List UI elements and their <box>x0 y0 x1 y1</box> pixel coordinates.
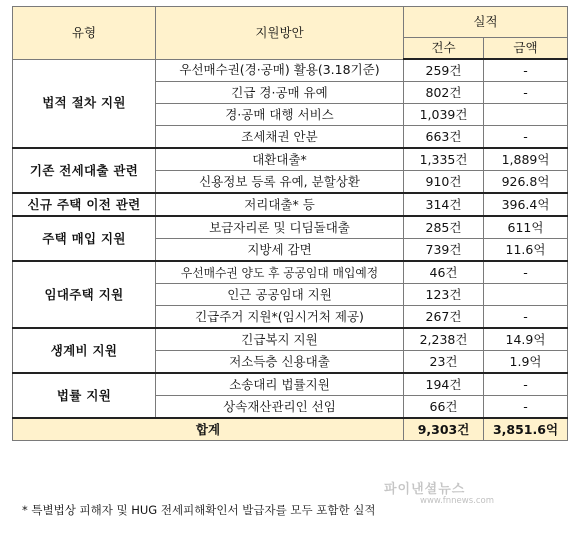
table-row <box>13 328 568 351</box>
table-row <box>13 193 568 216</box>
amount-cell: - <box>484 126 568 149</box>
category-cell: 주택 매입 지원 <box>13 216 156 261</box>
count-cell: 739건 <box>404 239 484 262</box>
plan-cell: 보금자리론 및 디딤돌대출 <box>156 216 404 239</box>
category-cell: 법적 절차 지원 <box>13 59 156 148</box>
amount-cell: 1.9억 <box>484 351 568 374</box>
news-watermark <box>384 478 495 506</box>
count-cell: 194건 <box>404 373 484 396</box>
category-cell: 기존 전세대출 관련 <box>13 148 156 193</box>
header-amount: 금액 <box>484 38 568 60</box>
count-cell: 663건 <box>404 126 484 149</box>
total-row <box>13 418 568 441</box>
amount-cell: 1,889억 <box>484 148 568 171</box>
footnote: * 특별법상 피해자 및 HUG 전세피해확인서 발급자를 모두 포함한 실적 <box>22 503 376 517</box>
table-row <box>13 373 568 396</box>
count-cell: 267건 <box>404 306 484 329</box>
amount-cell <box>484 284 568 306</box>
plan-cell: 저소득층 신용대출 <box>156 351 404 374</box>
plan-cell: 우선매수권(경·공매) 활용(3.18기준) <box>156 59 404 82</box>
category-cell: 생계비 지원 <box>13 328 156 373</box>
table-row <box>13 261 568 284</box>
total-count: 9,303건 <box>404 418 484 441</box>
plan-cell: 저리대출* 등 <box>156 193 404 216</box>
amount-cell: - <box>484 261 568 284</box>
amount-cell: - <box>484 306 568 329</box>
count-cell: 1,039건 <box>404 104 484 126</box>
amount-cell: - <box>484 373 568 396</box>
category-cell: 법률 지원 <box>13 373 156 418</box>
plan-cell: 지방세 감면 <box>156 239 404 262</box>
count-cell: 314건 <box>404 193 484 216</box>
header-category: 유형 <box>13 7 156 60</box>
header-count: 건수 <box>404 38 484 60</box>
support-results-table <box>12 6 568 441</box>
plan-cell: 소송대리 법률지원 <box>156 373 404 396</box>
count-cell: 46건 <box>404 261 484 284</box>
plan-cell: 인근 공공임대 지원 <box>156 284 404 306</box>
plan-cell: 대환대출* <box>156 148 404 171</box>
category-cell: 임대주택 지원 <box>13 261 156 328</box>
count-cell: 123건 <box>404 284 484 306</box>
count-cell: 1,335건 <box>404 148 484 171</box>
amount-cell: - <box>484 82 568 104</box>
amount-cell: - <box>484 59 568 82</box>
header-results: 실적 <box>404 7 568 38</box>
count-cell: 910건 <box>404 171 484 194</box>
category-cell: 신규 주택 이전 관련 <box>13 193 156 216</box>
amount-cell: 396.4억 <box>484 193 568 216</box>
plan-cell: 경·공매 대행 서비스 <box>156 104 404 126</box>
plan-cell: 긴급주거 지원*(임시거처 제공) <box>156 306 404 329</box>
plan-cell: 긴급복지 지원 <box>156 328 404 351</box>
count-cell: 2,238건 <box>404 328 484 351</box>
header-plan: 지원방안 <box>156 7 404 60</box>
count-cell: 259건 <box>404 59 484 82</box>
amount-cell: 926.8억 <box>484 171 568 194</box>
plan-cell: 긴급 경·공매 유예 <box>156 82 404 104</box>
count-cell: 802건 <box>404 82 484 104</box>
total-label: 합계 <box>13 418 404 441</box>
plan-cell: 신용정보 등록 유예, 분할상환 <box>156 171 404 194</box>
plan-cell: 우선매수권 양도 후 공공임대 매입예정 <box>156 261 404 284</box>
plan-cell: 상속재산관리인 선임 <box>156 396 404 419</box>
table-row <box>13 148 568 171</box>
count-cell: 23건 <box>404 351 484 374</box>
total-amount: 3,851.6억 <box>484 418 568 441</box>
table-row <box>13 216 568 239</box>
watermark-text: 파이낸셜뉴스 <box>384 482 466 497</box>
count-cell: 66건 <box>404 396 484 419</box>
plan-cell: 조세채권 안분 <box>156 126 404 149</box>
amount-cell: 11.6억 <box>484 239 568 262</box>
amount-cell <box>484 104 568 126</box>
amount-cell: - <box>484 396 568 419</box>
amount-cell: 14.9억 <box>484 328 568 351</box>
amount-cell: 611억 <box>484 216 568 239</box>
table-row <box>13 59 568 82</box>
count-cell: 285건 <box>404 216 484 239</box>
watermark-url: www.fnnews.com <box>420 496 495 506</box>
